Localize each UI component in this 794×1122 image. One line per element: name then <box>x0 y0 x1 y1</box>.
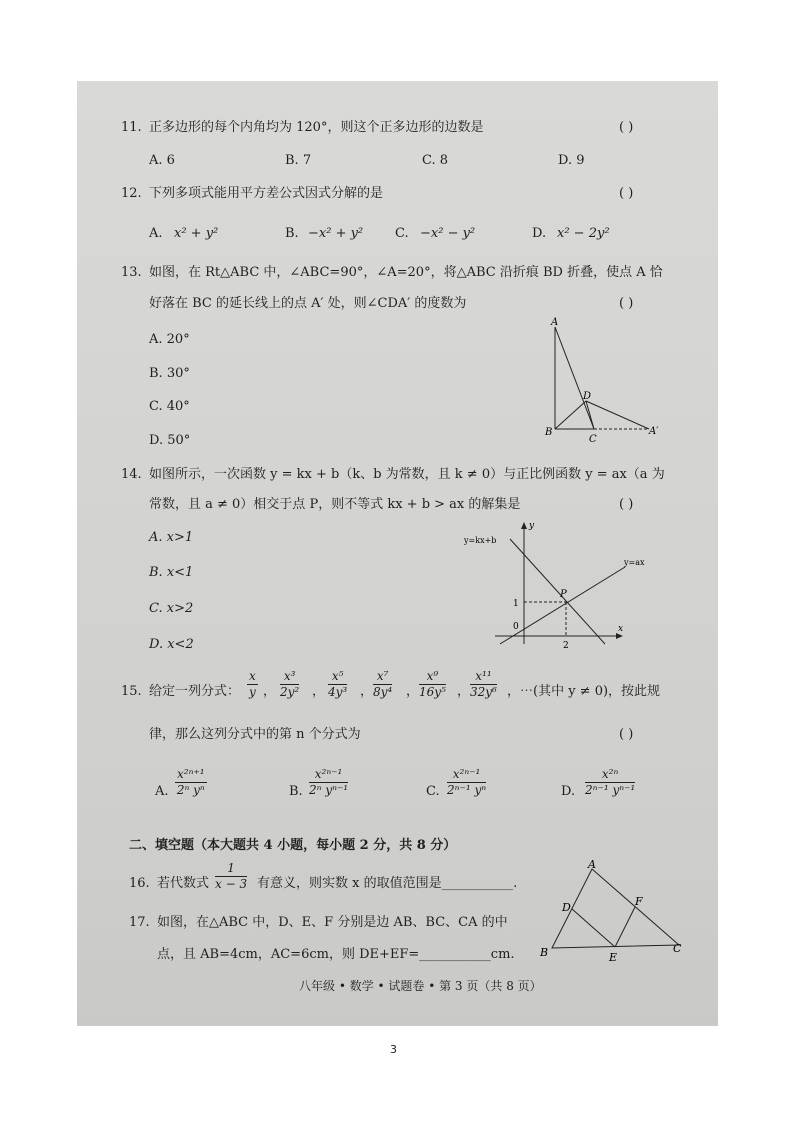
q17-label-a: A <box>588 859 596 871</box>
q14-answer-paren: ( ) <box>619 497 634 512</box>
q14-stem-line1: 如图所示，一次函数 y = kx + b（k、b 为常数，且 k ≠ 0）与正比例函数 y = ax（a 为 <box>149 467 665 482</box>
q13-option-d: D. 50° <box>149 433 191 448</box>
q14-graph-figure <box>460 519 660 649</box>
q11-option-a: A. 6 <box>149 153 175 168</box>
q15-number: 15. <box>121 684 142 699</box>
q15-seq-1: $\frac{x}{y}$ <box>249 669 256 699</box>
q14-option-d: D. x<2 <box>149 637 194 652</box>
q13-option-c: C. 40° <box>149 399 190 414</box>
section2-title: 二、填空题（本大题共 4 小题，每小题 2 分，共 8 分） <box>129 838 457 853</box>
q16-fraction: $\frac{1}{x - 3}$ <box>215 861 248 891</box>
exam-page-photo <box>77 81 718 1026</box>
q13-number: 13. <box>121 265 142 280</box>
q11-stem: 正多边形的每个内角均为 120°，则这个正多边形的边数是 <box>149 120 484 135</box>
q12-option-c: −x² − y² <box>420 226 476 241</box>
q15-label-a: A. <box>155 784 169 799</box>
q12-answer-paren: ( ) <box>619 186 634 201</box>
q15-seq-5: $\frac{\text{x⁹}}{\text{16y⁵}}$ <box>419 669 446 699</box>
q15-seq-3: $\frac{\text{x⁵}}{\text{4y³}}$ <box>328 669 348 699</box>
q11-option-c: C. 8 <box>422 153 449 168</box>
q17-label-c: C <box>673 942 682 955</box>
q15-label-d: D. <box>561 784 576 799</box>
q14-tick-y-1: 1 <box>513 599 519 609</box>
q15-intro: 给定一列分式： <box>149 684 241 699</box>
q12-option-b: −x² + y² <box>308 226 364 241</box>
q15-comma-5: ， <box>457 684 471 699</box>
page-footer: 八年级 • 数学 • 试题卷 • 第 3 页（共 8 页） <box>299 979 542 993</box>
q15-comma-3: ， <box>360 684 374 699</box>
q15-label-c: C. <box>426 784 440 799</box>
q12-label-d: D. <box>532 226 547 241</box>
q15-option-d: $\frac{\text{x²ⁿ}}{\text{2ⁿ⁻¹ yⁿ⁻¹}}$ <box>585 767 636 797</box>
q11-option-b: B. 7 <box>285 153 312 168</box>
q13-stem-line2: 好落在 BC 的延长线上的点 A′ 处，则∠CDA′ 的度数为 <box>149 296 467 311</box>
q14-origin: 0 <box>513 622 519 632</box>
q14-line1-label: y=kx+b <box>464 536 497 545</box>
q17-triangle-figure <box>535 859 695 967</box>
q14-x-axis-label: x <box>618 624 624 634</box>
q12-option-a: x² + y² <box>174 226 219 241</box>
q17-label-e: E <box>609 951 618 964</box>
q15-option-c: $\frac{\text{x²ⁿ⁻¹}}{\text{2ⁿ⁻¹ yⁿ}}$ <box>447 767 487 797</box>
q12-number: 12. <box>121 186 142 201</box>
q11-number: 11. <box>121 120 142 135</box>
q12-stem: 下列多项式能用平方差公式因式分解的是 <box>149 186 384 201</box>
q17-label-f: F <box>635 895 643 908</box>
q11-answer-paren: ( ) <box>619 120 634 135</box>
q16-number: 16. <box>129 876 150 891</box>
q13-label-a-prime: A′ <box>649 426 659 437</box>
q14-tick-x-2: 2 <box>563 641 569 649</box>
q15-answer-paren: ( ) <box>619 727 634 742</box>
q15-comma-2: ， <box>312 684 326 699</box>
q15-seq-4: $\frac{\text{x⁷}}{\text{8y⁴}}$ <box>373 669 393 699</box>
q11-option-d: D. 9 <box>558 153 585 168</box>
q15-comma-4: ， <box>406 684 420 699</box>
q14-option-a: A. x>1 <box>149 530 194 545</box>
q14-line2-label: y=ax <box>624 558 645 567</box>
q16-post: 有意义，则实数 x 的取值范围是___________. <box>257 876 518 891</box>
q17-stem-line1: 如图，在△ABC 中，D、E、F 分别是边 AB、BC、CA 的中 <box>157 915 508 930</box>
q14-point-p: P <box>560 589 567 600</box>
q17-label-d: D <box>562 901 571 914</box>
q12-label-a: A. <box>149 226 163 241</box>
q13-label-b: B <box>545 427 553 438</box>
q13-triangle-figure <box>539 313 669 448</box>
q13-label-a: A <box>551 317 559 328</box>
q17-label-b: B <box>540 946 549 959</box>
q14-stem-line2: 常数，且 a ≠ 0）相交于点 P，则不等式 kx + b > ax 的解集是 <box>149 497 521 512</box>
q17-number: 17. <box>129 915 150 930</box>
q14-option-b: B. x<1 <box>149 565 194 580</box>
q13-option-b: B. 30° <box>149 366 190 381</box>
q13-option-a: A. 20° <box>149 332 190 347</box>
q15-seq-2: $\frac{\text{x³}}{\text{2y²}}$ <box>280 669 300 699</box>
q15-option-b: $\frac{\text{x²ⁿ⁻¹}}{\text{2ⁿ yⁿ⁻¹}}$ <box>309 767 349 797</box>
q14-y-axis-label: y <box>529 521 535 531</box>
q12-label-c: C. <box>395 226 409 241</box>
q13-answer-paren: ( ) <box>619 296 634 311</box>
q13-label-d: D <box>583 391 592 402</box>
q16-pre: 若代数式 <box>157 876 210 891</box>
q14-option-c: C. x>2 <box>149 601 194 616</box>
q14-number: 14. <box>121 467 142 482</box>
q15-label-b: B. <box>289 784 303 799</box>
q15-option-a: $\frac{\text{x²ⁿ⁺¹}}{\text{2ⁿ yⁿ}}$ <box>176 767 205 797</box>
q15-stem-line2: 律，那么这列分式中的第 n 个分式为 <box>149 727 361 742</box>
q12-option-d: x² − 2y² <box>557 226 610 241</box>
q13-label-c: C <box>589 434 597 445</box>
q15-seq-6: $\frac{\text{x¹¹}}{\text{32y⁶}}$ <box>470 669 497 699</box>
q13-stem-line1: 如图，在 Rt△ABC 中，∠ABC=90°，∠A=20°，将△ABC 沿折痕 BD 折叠，使点 A 恰 <box>149 265 663 280</box>
q12-label-b: B. <box>285 226 299 241</box>
page-number: 3 <box>390 1043 397 1056</box>
q17-stem-line2: 点，且 AB=4cm，AC=6cm，则 DE+EF=___________cm. <box>157 947 515 962</box>
q15-comma-1: ， <box>263 684 277 699</box>
q15-tail: ，⋯(其中 y ≠ 0)，按此规 <box>507 684 661 699</box>
